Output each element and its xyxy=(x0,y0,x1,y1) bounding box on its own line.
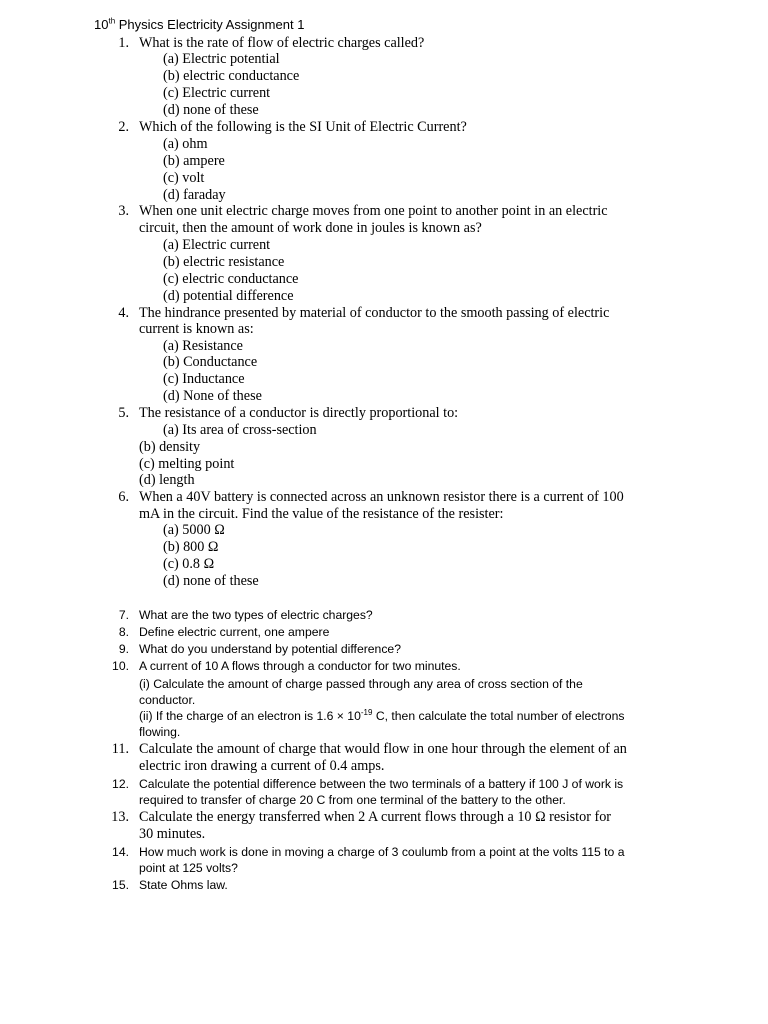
question-number: 10. xyxy=(112,659,129,673)
question-number: 8. xyxy=(118,625,129,639)
option-c: (c) melting point xyxy=(139,456,235,472)
option-a: (a) Resistance xyxy=(163,338,243,354)
sub-question-i-line-2: conductor. xyxy=(139,693,196,707)
option-d: (d) faraday xyxy=(163,187,226,203)
question-number: 2. xyxy=(118,119,129,135)
question-text-line-2: required to transfer of charge 20 C from one terminal of the battery to the other. xyxy=(139,793,566,807)
question-number: 9. xyxy=(118,642,129,656)
question-text: What do you understand by potential difference? xyxy=(139,642,401,656)
option-d: (d) potential difference xyxy=(163,288,294,304)
question-number: 11. xyxy=(111,741,129,757)
option-c: (c) Electric current xyxy=(163,85,271,101)
question-text-line-2: electric iron drawing a current of 0.4 amps. xyxy=(139,758,385,774)
question-text: Which of the following is the SI Unit of Electric Current? xyxy=(139,119,467,135)
option-c: (c) electric conductance xyxy=(163,271,299,287)
option-a: (a) 5000 Ω xyxy=(163,522,225,538)
option-a: (a) Its area of cross-section xyxy=(163,422,317,438)
question-text: Define electric current, one ampere xyxy=(139,625,330,639)
question-text: What is the rate of flow of electric charges called? xyxy=(139,35,425,51)
question-text-line-2: mA in the circuit. Find the value of the resistance of the resister: xyxy=(139,506,504,522)
question-text: What are the two types of electric charges? xyxy=(139,608,373,622)
option-b: (b) density xyxy=(139,439,201,455)
option-d: (d) length xyxy=(139,472,195,488)
question-text-line-2: point at 125 volts? xyxy=(139,861,238,875)
question-text-line-1: Calculate the amount of charge that would flow in one hour through the element of an xyxy=(139,741,627,757)
question-number: 7. xyxy=(118,608,129,622)
option-a: (a) Electric potential xyxy=(163,51,280,67)
option-b: (b) Conductance xyxy=(163,354,258,370)
option-c: (c) volt xyxy=(163,170,205,186)
option-c: (c) Inductance xyxy=(163,371,245,387)
question-number: 5. xyxy=(118,405,129,421)
option-d: (d) none of these xyxy=(163,102,259,118)
exponent: -19 xyxy=(360,708,373,717)
question-text-line-1: Calculate the energy transferred when 2 A current flows through a 10 Ω resistor for xyxy=(139,809,612,825)
option-a: (a) Electric current xyxy=(163,237,271,253)
option-c: (c) 0.8 Ω xyxy=(163,556,215,572)
question-text-line-1: When a 40V battery is connected across an unknown resistor there is a current of 100 xyxy=(139,489,624,505)
question-number: 4. xyxy=(118,305,129,321)
question-text-line-1: The hindrance presented by material of conductor to the smooth passing of electric xyxy=(139,305,610,321)
option-a: (a) ohm xyxy=(163,136,208,152)
title-prefix: 10 xyxy=(94,17,109,32)
question-number: 12. xyxy=(112,777,129,791)
sub-question-i-line-1: (i) Calculate the amount of charge passed through any area of cross section of the xyxy=(139,677,583,691)
page-title xyxy=(94,16,304,33)
option-d: (d) none of these xyxy=(163,573,259,589)
sub-question-ii-text-a: (ii) If the charge of an electron is 1.6 × 10 xyxy=(139,709,361,723)
sub-question-ii-text-b: C, then calculate the total number of electrons xyxy=(372,709,625,723)
question-number: 1. xyxy=(118,35,129,51)
question-text-line-2: 30 minutes. xyxy=(139,826,206,842)
option-b: (b) 800 Ω xyxy=(163,539,219,555)
option-b: (b) ampere xyxy=(163,153,225,169)
question-text: The resistance of a conductor is directly proportional to: xyxy=(139,405,459,421)
question-text-line-1: How much work is done in moving a charge of 3 coulumb from a point at the volts 115 to a xyxy=(139,845,625,859)
question-text-line-2: circuit, then the amount of work done in joules is known as? xyxy=(139,220,482,236)
question-text-line-1: Calculate the potential difference between the two terminals of a battery if 100 J of work is xyxy=(139,777,624,791)
question-text-line-2: current is known as: xyxy=(139,321,254,337)
question-text: State Ohms law. xyxy=(139,878,228,892)
title-rest: Physics Electricity Assignment 1 xyxy=(115,17,305,32)
question-text-line-1: When one unit electric charge moves from one point to another point in an electric xyxy=(139,203,608,219)
sub-question-ii-line-1 xyxy=(139,708,624,724)
question-number: 15. xyxy=(112,878,129,892)
question-text: A current of 10 A flows through a conductor for two minutes. xyxy=(139,659,461,673)
sub-question-ii-line-2: flowing. xyxy=(139,725,181,739)
question-number: 3. xyxy=(118,203,129,219)
option-d: (d) None of these xyxy=(163,388,262,404)
question-number: 13. xyxy=(111,809,129,825)
option-b: (b) electric resistance xyxy=(163,254,285,270)
title-superscript: th xyxy=(108,16,116,26)
option-b: (b) electric conductance xyxy=(163,68,300,84)
question-number: 14. xyxy=(112,845,129,859)
question-number: 6. xyxy=(118,489,129,505)
